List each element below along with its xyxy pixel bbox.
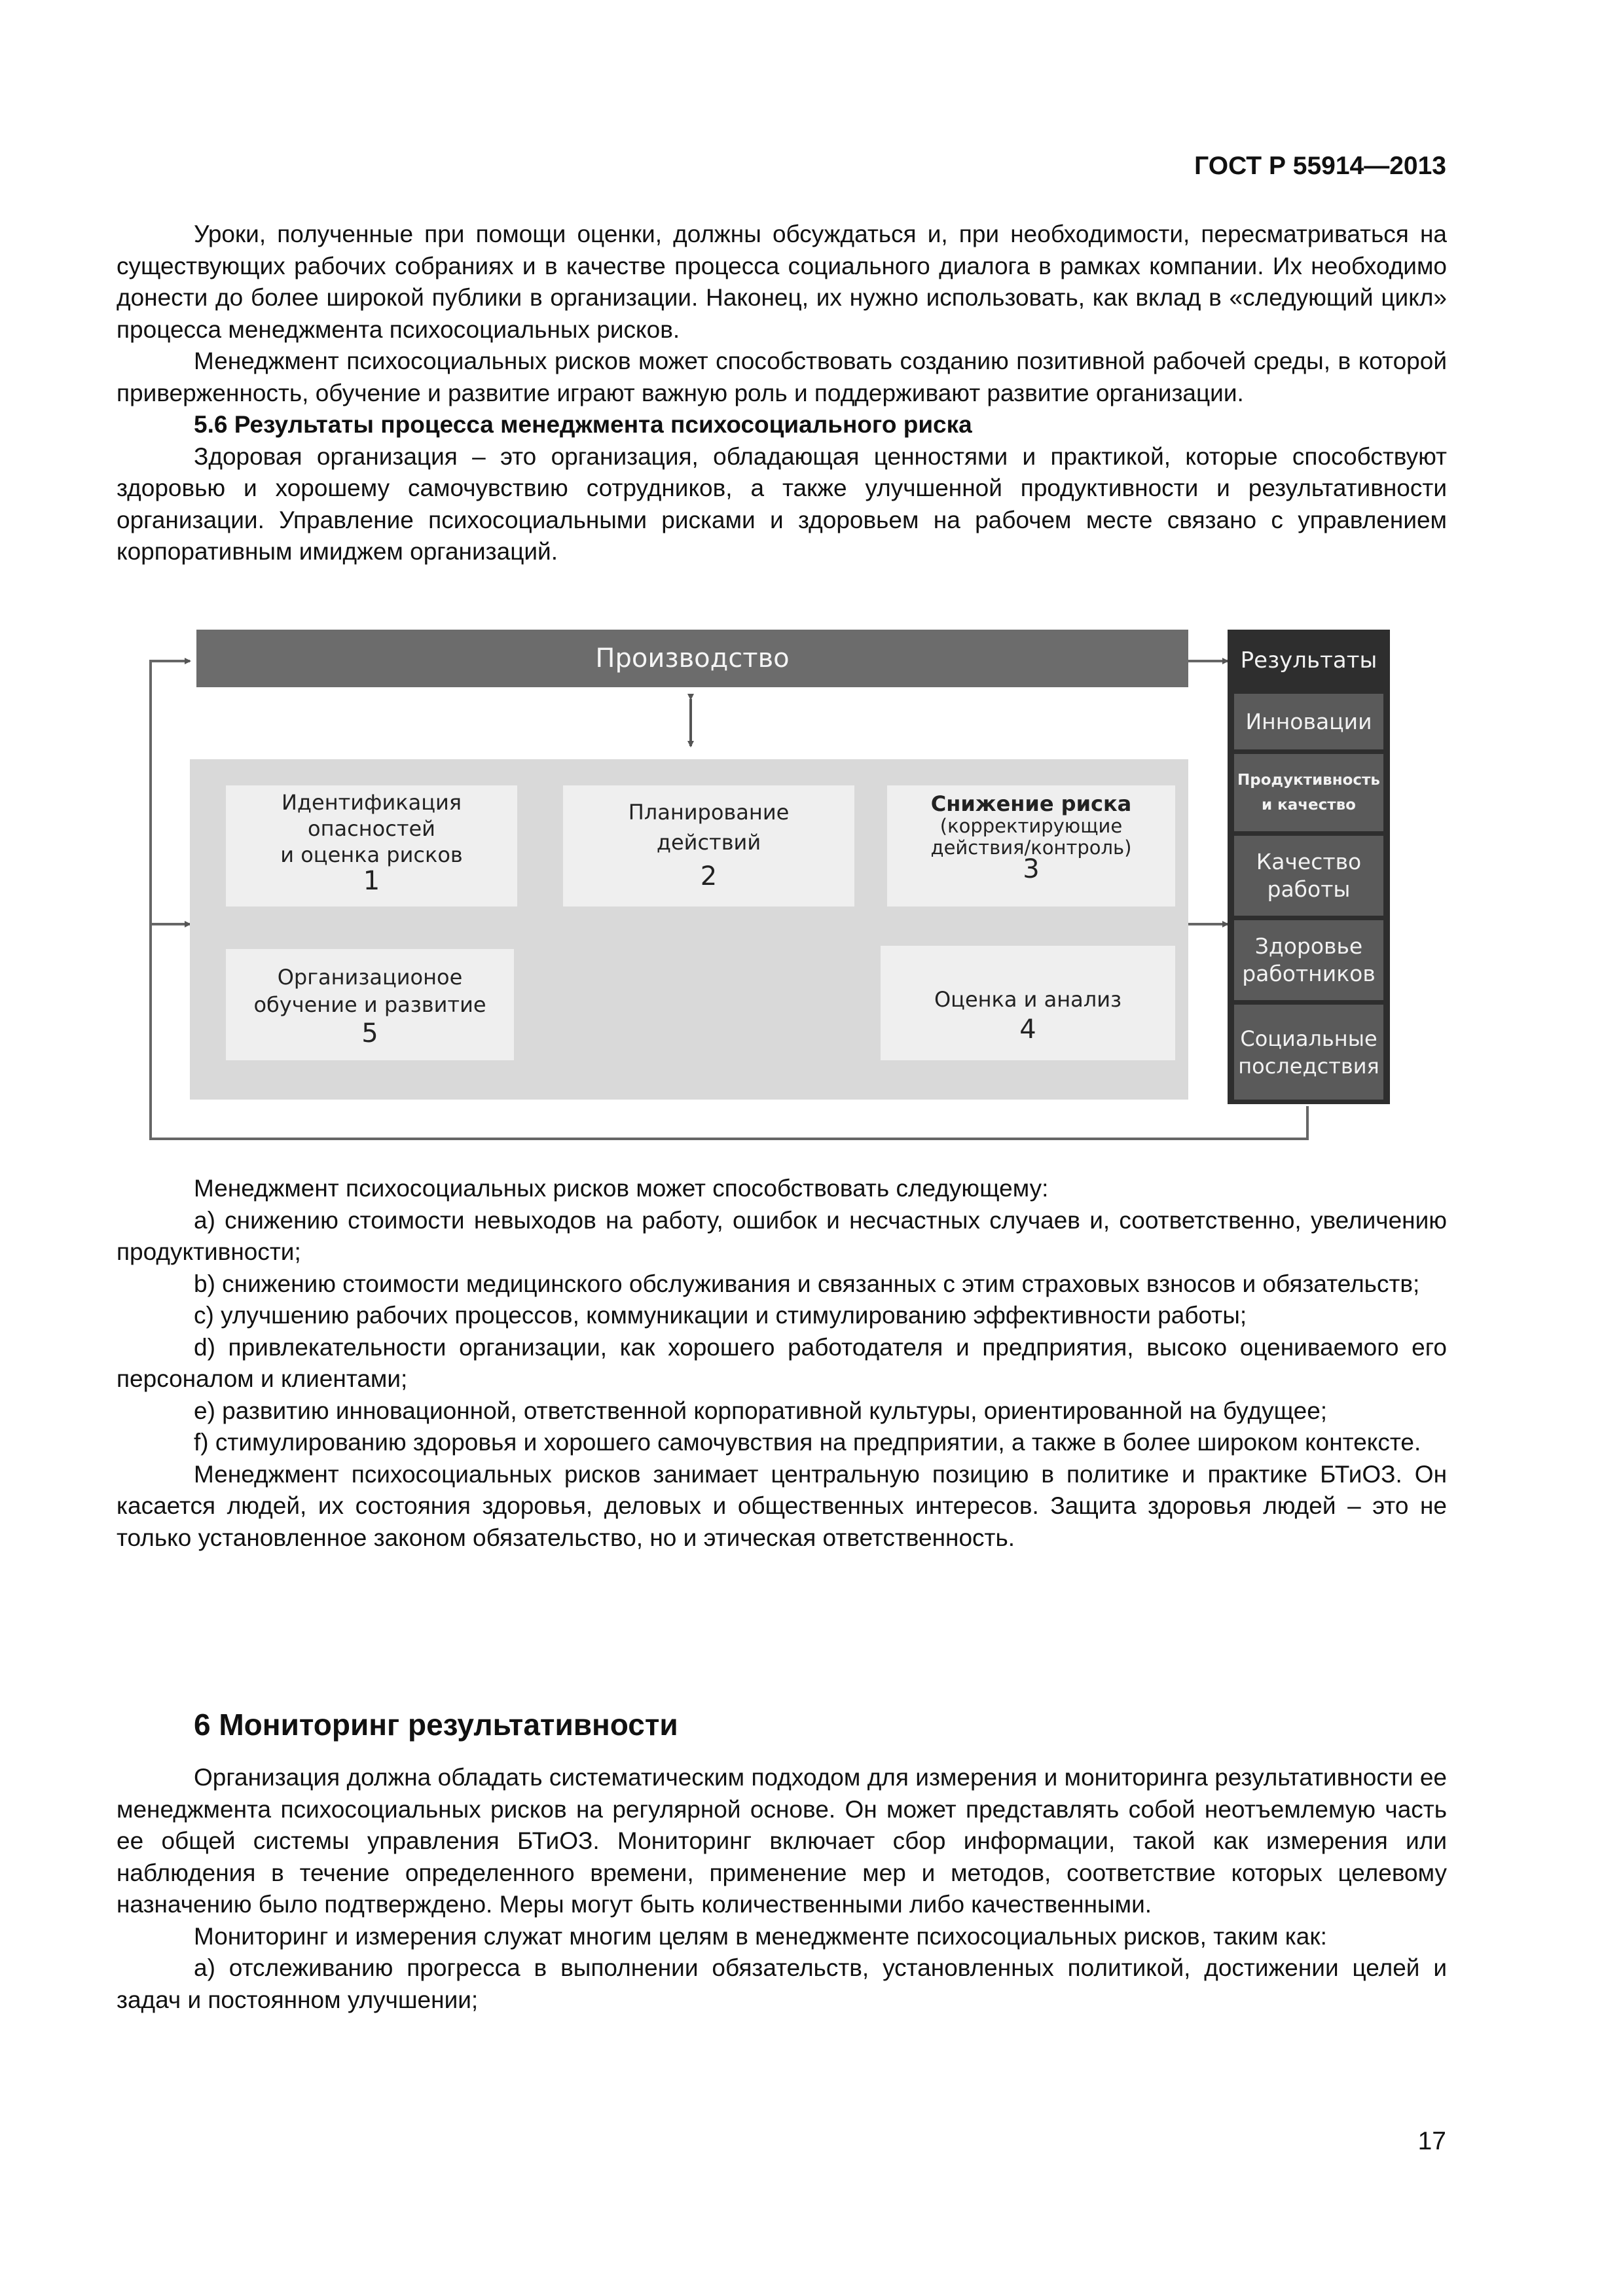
step-1-line: опасностей (308, 816, 435, 841)
text-block-middle (117, 1173, 1447, 1554)
result-label: и качество (1262, 797, 1356, 814)
step-3-box (887, 785, 1175, 906)
page-number: 17 (1417, 2127, 1446, 2155)
paragraph: Менеджмент психосоциальных рисков занимает центральную позицию в политике и практике БТиОЗ. Он касается людей, их состояния здоровья, деловых и общественных интересов. Защита здоровья людей – это не только установленное законом обязательство, но и этическая ответственность. (117, 1460, 1447, 1551)
result-label: Инновации (1245, 709, 1372, 734)
document-code: ГОСТ Р 55914—2013 (1194, 152, 1446, 180)
result-item-innovation (1234, 694, 1383, 749)
step-2-number: 2 (700, 861, 718, 891)
result-label: Социальные (1240, 1026, 1377, 1051)
step-5-box (226, 949, 514, 1060)
section-6-heading: 6 Мониторинг результативности (194, 1708, 678, 1742)
result-item-productivity (1234, 754, 1383, 831)
paragraph: Менеджмент психосоциальных рисков может способствовать созданию позитивной рабочей среды, в которой приверженность, обучение и развитие играют важную роль и поддерживают развитие организации. (117, 348, 1447, 406)
step-3-number: 3 (1023, 854, 1040, 884)
step-3-line: (корректирующие (939, 815, 1123, 837)
result-item-social (1234, 1005, 1383, 1100)
paragraph: Менеджмент психосоциальных рисков может способствовать следующему: (194, 1175, 1049, 1202)
step-2-line: действий (656, 830, 761, 855)
list-item: c) улучшению рабочих процессов, коммуникации и стимулированию эффективности работы; (194, 1302, 1247, 1329)
step-4-label: Оценка и анализ (934, 987, 1122, 1012)
step-5-line: обучение и развитие (253, 992, 486, 1017)
list-item: a) отслеживанию прогресса в выполнении обязательств, установленных политикой, достижении целей и задач и постоянном улучшении; (117, 1954, 1447, 2013)
step-1-line: Идентификация (281, 790, 462, 815)
result-label: работы (1267, 876, 1351, 902)
production-bar: Производство (196, 630, 1188, 687)
step-1-line: и оценка рисков (280, 842, 463, 867)
list-item: d) привлекательности организации, как хорошего работодателя и предприятия, высоко оцениваемого его персоналом и клиентами; (117, 1333, 1447, 1392)
list-item: e) развитию инновационной, ответственной корпоративной культуры, ориентированной на будущее; (194, 1397, 1328, 1424)
result-label: Качество (1256, 849, 1362, 874)
step-3-title: Снижение риска (930, 791, 1132, 816)
result-label: Продуктивность (1237, 772, 1380, 789)
paragraph: Организация должна обладать систематическим подходом для измерения и мониторинга результативности ее менеджмента психосоциальных рисков на регулярной основе. Он может представлять собой неотъемлемую часть ее общей системы управления БТиОЗ. Мониторинг включает сбор информации, такой как измерения или наблюдения в течение определенного времени, применение мер и методов, соответствие которых целевому назначению было подтверждено. Меры могут быть количественными либо качественными. (117, 1764, 1447, 1918)
list-item: a) снижению стоимости невыходов на работу, ошибок и несчастных случаев и, соответственно, увеличению продуктивности; (117, 1206, 1447, 1265)
paragraph: Уроки, полученные при помощи оценки, должны обсуждаться и, при необходимости, пересматриваться на существующих рабочих собраниях и в качестве процесса социального диалога в рамках компании. Их необходимо донести до более широкой публики в организации. Наконец, их нужно использовать, как вклад в «следующий цикл» процесса менеджмента психосоциальных рисков. (117, 221, 1447, 343)
step-5-line: Организационое (277, 965, 463, 990)
result-label: последствия (1238, 1053, 1379, 1079)
step-1-number: 1 (363, 866, 380, 896)
paragraph: Здоровая организация – это организация, обладающая ценностями и практикой, которые способствуют здоровью и хорошему самочувствию сотрудников, а также улучшенной продуктивности и результативности организации. Управление психосоциальными рисками и здоровьем на рабочем месте связано с управлением корпоративным имиджем организаций. (117, 442, 1447, 565)
step-4-box (881, 946, 1175, 1060)
paragraph: Мониторинг и измерения служат многим целям в менеджменте психосоциальных рисков, таким как: (194, 1922, 1327, 1950)
result-label: Здоровье (1254, 933, 1363, 959)
list-item: f) стимулированию здоровья и хорошего самочувствия на предприятии, а также в более широком контексте. (194, 1429, 1421, 1456)
list-item: b) снижению стоимости медицинского обслуживания и связанных с этим страховых взносов и обязательств; (194, 1270, 1420, 1297)
text-block-bottom (117, 1762, 1447, 2016)
step-4-number: 4 (1019, 1014, 1036, 1045)
result-item-work-quality (1234, 836, 1383, 916)
result-label: работников (1242, 961, 1376, 986)
step-2-box (563, 785, 854, 906)
step-5-number: 5 (361, 1018, 378, 1049)
results-header: Результаты (1234, 634, 1383, 687)
step-1-box (226, 785, 517, 906)
section-heading: 5.6 Результаты процесса менеджмента психосоциального риска (194, 411, 972, 438)
step-2-line: Планирование (628, 800, 790, 825)
result-item-health (1234, 920, 1383, 1000)
step-3-line: действия/контроль) (930, 836, 1132, 859)
